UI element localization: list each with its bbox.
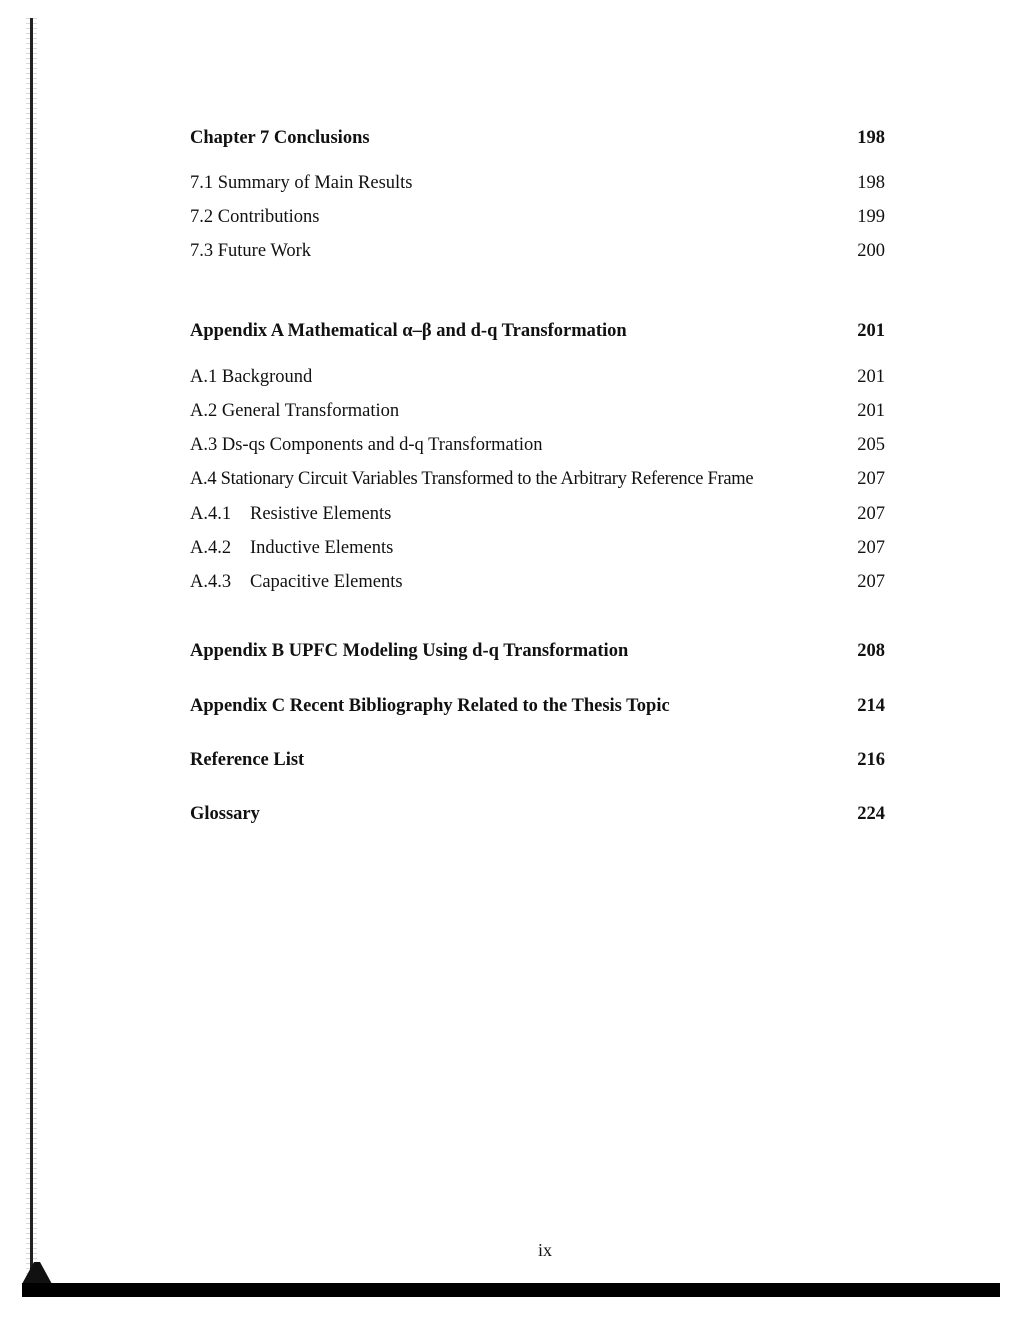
toc-entry bbox=[190, 239, 885, 263]
toc-number: A.4.3 bbox=[190, 572, 232, 592]
toc-page: 201 bbox=[857, 321, 885, 341]
toc-title: Glossary bbox=[190, 804, 260, 824]
toc-entry bbox=[190, 365, 885, 389]
toc-title: Capacitive Elements bbox=[250, 572, 403, 592]
toc-entry bbox=[190, 433, 885, 457]
toc-entry bbox=[190, 536, 885, 560]
scan-bottom-edge bbox=[22, 1283, 1000, 1297]
toc-page: 205 bbox=[857, 435, 885, 455]
scan-binding-edge bbox=[30, 18, 33, 1283]
toc-number: A.4.2 bbox=[190, 538, 232, 558]
toc-title: A.4 Stationary Circuit Variables Transformed to the Arbitrary Reference Frame bbox=[190, 469, 754, 489]
toc-entry-appendix-c bbox=[190, 694, 885, 718]
toc-title: Appendix A Mathematical α–β and d-q Transformation bbox=[190, 321, 627, 341]
toc-page: 207 bbox=[857, 572, 885, 592]
toc-title: Inductive Elements bbox=[250, 538, 394, 558]
toc-page: 207 bbox=[857, 469, 885, 489]
page-number: ix bbox=[537, 1240, 552, 1260]
toc-page: 199 bbox=[857, 207, 885, 227]
toc-title: Resistive Elements bbox=[250, 504, 392, 524]
toc-page: 198 bbox=[857, 128, 885, 148]
toc-entry bbox=[190, 570, 885, 594]
toc-page: 214 bbox=[857, 696, 885, 716]
toc-entry bbox=[190, 399, 885, 423]
toc-entry-reference-list bbox=[190, 748, 885, 772]
toc-title: 7.2 Contributions bbox=[190, 207, 320, 227]
toc-page: 208 bbox=[857, 641, 885, 661]
toc-entry bbox=[190, 171, 885, 195]
toc-entry-appendix-a bbox=[190, 319, 885, 343]
toc-title: A.1 Background bbox=[190, 367, 313, 387]
toc-title: Chapter 7 Conclusions bbox=[190, 128, 370, 148]
toc-entry-glossary bbox=[190, 802, 885, 826]
toc-page: 198 bbox=[857, 173, 885, 193]
toc-title: A.2 General Transformation bbox=[190, 401, 400, 421]
toc-title: Appendix B UPFC Modeling Using d-q Transformation bbox=[190, 641, 629, 661]
toc-number: A.4.1 bbox=[190, 504, 232, 524]
toc-page: 216 bbox=[857, 750, 885, 770]
toc-page: 200 bbox=[857, 241, 885, 261]
toc-entry bbox=[190, 205, 885, 229]
toc-title: 7.3 Future Work bbox=[190, 241, 311, 261]
toc-page: 207 bbox=[857, 538, 885, 558]
toc-title: Appendix C Recent Bibliography Related to the Thesis Topic bbox=[190, 696, 670, 716]
toc-page: 201 bbox=[857, 401, 885, 421]
toc-title: Reference List bbox=[190, 750, 305, 770]
toc-entry-appendix-b bbox=[190, 639, 885, 663]
toc-entry bbox=[190, 467, 885, 491]
toc-entry-chapter-7 bbox=[190, 126, 885, 150]
toc-page: 224 bbox=[857, 804, 885, 824]
toc-title: A.3 Ds-qs Components and d-q Transformation bbox=[190, 435, 543, 455]
toc-entry bbox=[190, 502, 885, 526]
toc-title: 7.1 Summary of Main Results bbox=[190, 173, 413, 193]
toc-page: 207 bbox=[857, 504, 885, 524]
toc-page: 201 bbox=[857, 367, 885, 387]
